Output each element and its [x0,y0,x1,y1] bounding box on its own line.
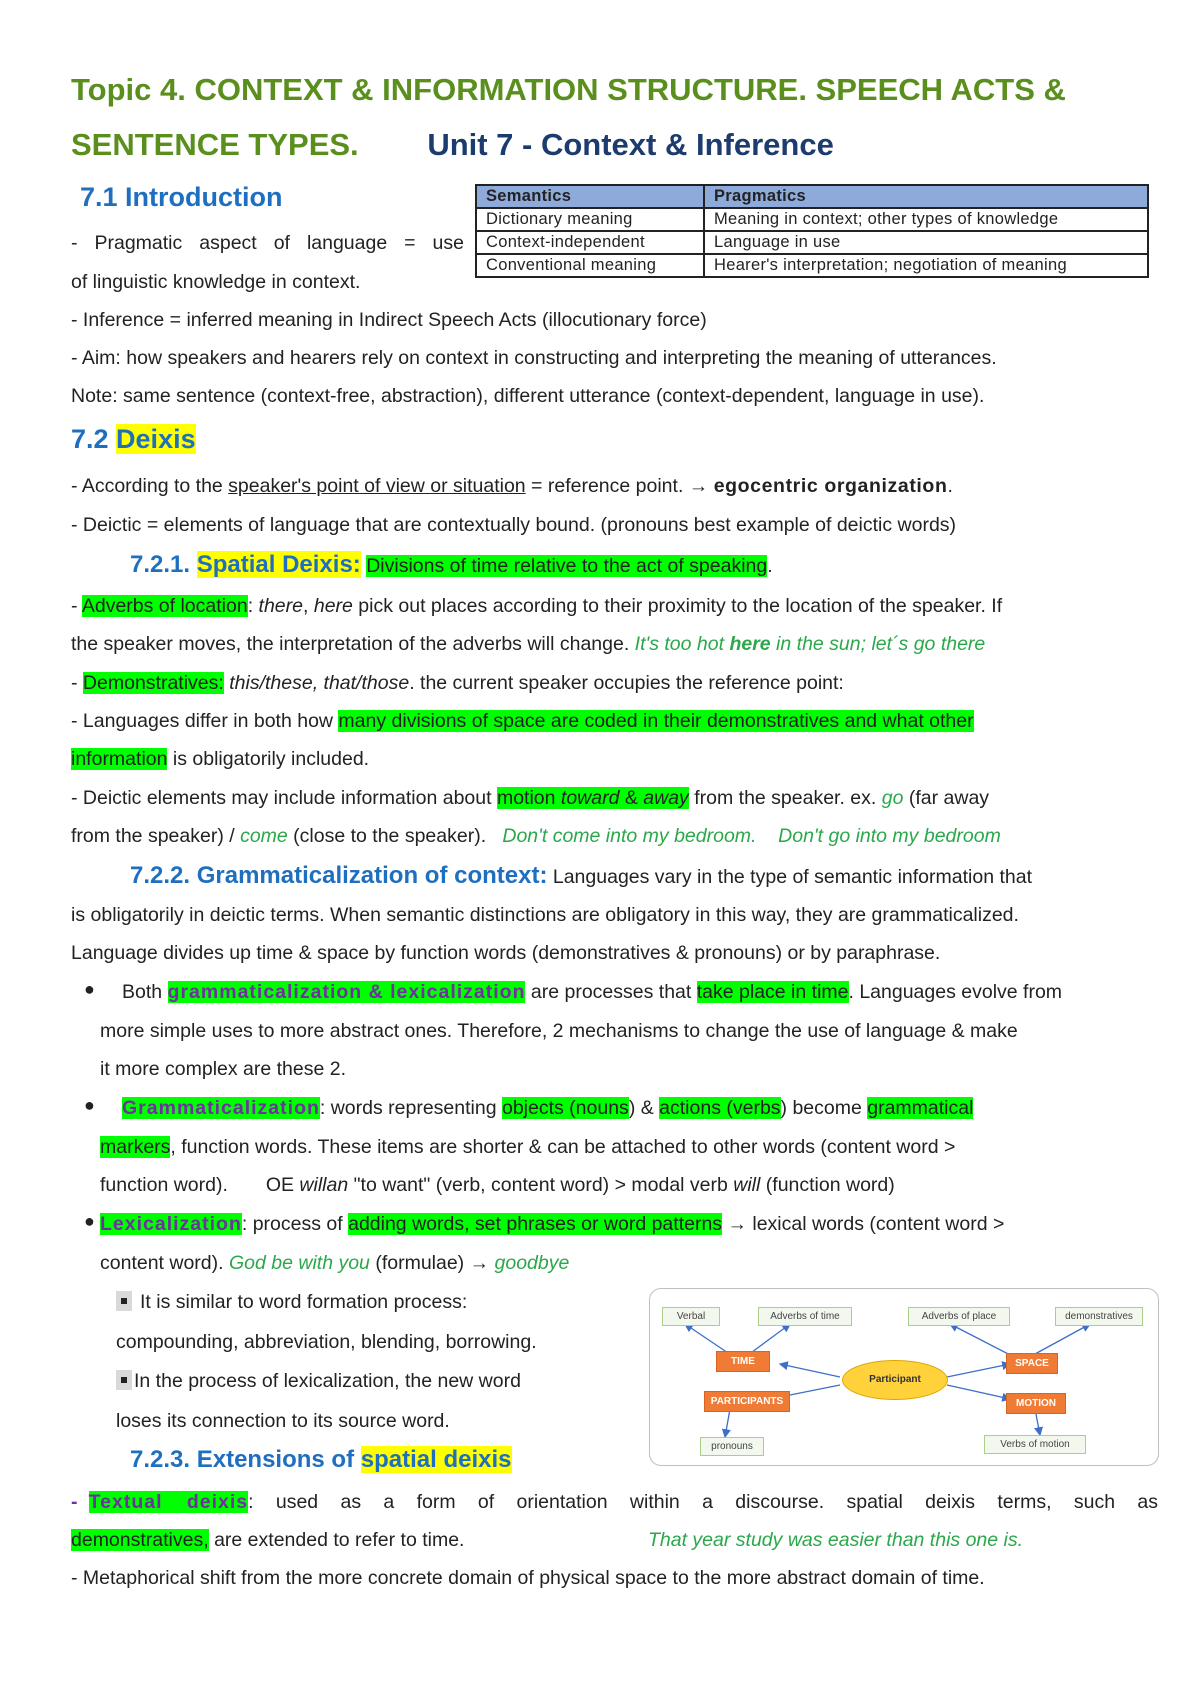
deixis-heading-number: 7.2 [71,424,117,454]
text: Languages vary in the type of semantic information that [547,866,1032,888]
highlighted-text: adding words, set phrases or word patterns [348,1213,723,1235]
intro-para2: - Inference = inferred meaning in Indirect Speech Acts (illocutionary force) [71,309,707,331]
example-text: go [881,787,904,809]
text: . the current speaker occupies the reference point: [409,672,844,694]
intro-para1-line2: of linguistic knowledge in context. [71,271,361,293]
example-text: Don't go into my bedroom [778,825,1001,847]
example-text: come [240,825,288,847]
gram-bullet1-line1 [122,979,1062,1005]
italic-text: away [643,787,689,809]
text: from the speaker) / [71,825,241,847]
text: - [71,595,82,617]
text: function word). OE [100,1174,300,1196]
heading-word: Spatial Deixis: [196,551,361,578]
deixis-heading [71,424,196,455]
highlighted-text: take place in time [696,981,849,1003]
example-text: Don't come into my bedroom [502,825,752,847]
grammaticalization-heading [130,862,1032,890]
gram-bullet1-line2: more simple uses to more abstract ones. Therefore, 2 mechanisms to change the use of language & make [100,1020,1018,1042]
sub-bullet1-line2: compounding, abbreviation, blending, borrowing. [116,1331,537,1353]
bold-text: egocentric organization [713,475,948,497]
text: , function words. These items are shorter & can be attached to other words (content word > [170,1136,956,1158]
highlighted-text: many divisions of space are coded in their demonstratives and what other [338,710,974,732]
intro-heading: 7.1 Introduction [80,182,283,212]
text: = reference point. → [525,475,714,497]
deixis-line2: - Deictic = elements of language that are contextually bound. (pronouns best example of deictic words) [71,514,957,536]
text: content word). [100,1252,229,1274]
intro-para1-line1: - Pragmatic aspect of language = use [71,232,464,254]
gram-bullet3-line2 [100,1250,569,1276]
gram-bullet2-line2 [100,1134,955,1160]
example-bold: here [729,633,771,655]
text: - Languages differ in both how [71,710,339,732]
italic-text: there [258,595,303,617]
highlighted-text: Divisions of time relative to the act of speaking [366,555,768,577]
text: : used as a form of orientation within a discourse. spatial deixis terms, such as [248,1491,1158,1513]
table-cell: Conventional meaning [476,254,704,277]
text: . [947,475,953,497]
node-adverbs-of-time: Adverbs of time [758,1307,852,1326]
spatial-line2 [71,631,985,657]
gram-bullet1-line3: it more complex are these 2. [100,1058,347,1080]
node-time: TIME [716,1351,770,1372]
highlighted-term: grammaticalization & lexicalization [167,981,526,1003]
example-text: It's too hot [634,633,730,655]
semantics-pragmatics-table [475,184,1149,278]
sub-bullet2-line2: loses its connection to its source word. [116,1410,450,1432]
topic-title-line1: Topic 4. CONTEXT & INFORMATION STRUCTURE. SPEECH ACTS & [71,72,1066,107]
text: (formulae) → [369,1252,495,1274]
table-header-row [476,185,1148,208]
example-text: God be with you [228,1252,370,1274]
unit-title: Unit 7 - Context & Inference [427,127,834,162]
text: (far away [903,787,990,809]
node-adverbs-of-place: Adverbs of place [908,1307,1010,1326]
text: : [247,595,259,617]
heading-number: 7.2.1. [130,551,197,578]
gram-bullet3-line1 [100,1211,1004,1237]
italic-text: will [733,1174,761,1196]
intro-para4: Note: same sentence (context-free, abstraction), different utterance (context-dependent, language in use). [71,385,985,407]
node-pronouns: pronouns [700,1437,764,1456]
text: pick out places according to their proximity to the location of the speaker. If [352,595,1003,617]
table-cell: Context-independent [476,231,704,254]
highlighted-term: Lexicalization [100,1213,242,1235]
text: from the speaker. ex. [688,787,882,809]
example-text: in the sun; let´s go there [770,633,986,655]
table-cell: Language in use [704,231,1148,254]
ext-line3: - Metaphorical shift from the more concrete domain of physical space to the more abstract domain of time. [71,1567,985,1589]
spatial-deixis-heading [130,551,773,579]
spatial-line4 [71,708,974,734]
square-bullet-icon [116,1370,132,1390]
topic-title-sentence-types: SENTENCE TYPES. [71,127,359,162]
topic-title-line2 [71,127,834,163]
text: : words representing [319,1097,502,1119]
square-bullet-icon [116,1291,132,1311]
ext-line2 [71,1527,464,1553]
text: - [71,672,83,694]
table-header: Pragmatics [704,185,1148,208]
highlighted-text: markers [100,1136,171,1158]
spatial-line7 [71,823,1001,849]
gram-line3: Language divides up time & space by function words (demonstratives & pronouns) or by paraphrase. [71,942,941,964]
text: (function word) [760,1174,895,1196]
italic-text: willan [299,1174,349,1196]
text: ) become [780,1097,868,1119]
heading-text: 7.2.2. Grammaticalization of context: [130,862,548,889]
table-row [476,254,1148,277]
text: . [767,555,773,577]
node-motion: MOTION [1006,1393,1066,1414]
gram-bullet2-line3 [100,1172,895,1198]
node-space: SPACE [1006,1353,1058,1374]
text: It is similar to word formation process: [140,1291,468,1313]
node-demonstratives: demonstratives [1055,1307,1143,1326]
italic-text: toward [560,787,620,809]
node-participants: PARTICIPANTS [704,1391,790,1412]
highlighted-text: objects (nouns [501,1097,629,1119]
text: In the process of lexicalization, the new word [134,1370,521,1392]
spatial-line5 [71,746,369,772]
spatial-line1 [71,593,1002,619]
gram-bullet2-line1 [122,1095,973,1121]
bullet-dot: ● [84,1211,95,1231]
node-participant: Participant [842,1360,948,1400]
highlighted-text: actions (verbs [659,1097,781,1119]
spatial-line6 [71,785,989,811]
text: : process of [241,1213,349,1235]
bullet-dot: ● [84,979,95,999]
text: - Deictic elements may include information about [71,787,497,809]
text: are processes that [525,981,697,1003]
ext-line1 [71,1489,1158,1515]
text: the speaker moves, the interpretation of the adverbs will change. [71,633,635,655]
text: → lexical words (content word > [722,1213,1005,1235]
underlined-text: speaker's point of view or situation [228,475,526,497]
gram-line2: is obligatorily in deictic terms. When semantic distinctions are obligatory in this way, they are grammaticalized. [71,904,1019,926]
highlighted-text: grammatical [867,1097,974,1119]
text: (close to the speaker). [287,825,503,847]
intro-para3: - Aim: how speakers and hearers rely on context in constructing and interpreting the meaning of utterances. [71,347,997,369]
text: - According to the [71,475,229,497]
table-header: Semantics [476,185,704,208]
node-verbal: Verbal [662,1307,720,1326]
text: & [619,787,644,809]
text: motion [496,787,561,809]
node-verbs-of-motion: Verbs of motion [984,1435,1086,1454]
table-row [476,208,1148,231]
heading-word: spatial deixis [360,1446,512,1473]
text: ) & [628,1097,660,1119]
text: "to want" (verb, content word) > modal verb [348,1174,734,1196]
bullet-dot: ● [84,1095,95,1115]
table-cell: Meaning in context; other types of knowledge [704,208,1148,231]
text: Both [122,981,168,1003]
text: . Languages evolve from [848,981,1063,1003]
ext-example: That year study was easier than this one is. [648,1529,1024,1551]
text: - [71,1491,89,1513]
example-text: goodbye [494,1252,570,1274]
deixis-heading-word: Deixis [116,424,196,454]
table-row [476,231,1148,254]
sub-bullet1-line1 [116,1289,467,1315]
italic-text: here [313,595,353,617]
text: , [303,595,314,617]
highlighted-text: information [71,748,168,770]
deixis-line1 [71,473,953,499]
extensions-heading [130,1446,512,1474]
sub-bullet2-line1 [116,1368,521,1394]
text: are extended to refer to time. [208,1529,465,1551]
highlighted-term: Grammaticalization [122,1097,320,1119]
highlighted-text [497,787,689,809]
spatial-line3 [71,670,844,696]
italic-text: this/these, that/those [223,672,410,694]
deixis-diagram [649,1288,1159,1466]
table-cell: Hearer's interpretation; negotiation of meaning [704,254,1148,277]
highlighted-text: demonstratives, [71,1529,209,1551]
text: is obligatorily included. [167,748,370,770]
example-text: . [751,825,779,847]
highlighted-text: Demonstratives: [82,672,224,694]
highlighted-text: Adverbs of location [81,595,248,617]
heading-text: 7.2.3. Extensions of [130,1446,361,1473]
table-cell: Dictionary meaning [476,208,704,231]
highlighted-term: Textual deixis [88,1491,249,1513]
